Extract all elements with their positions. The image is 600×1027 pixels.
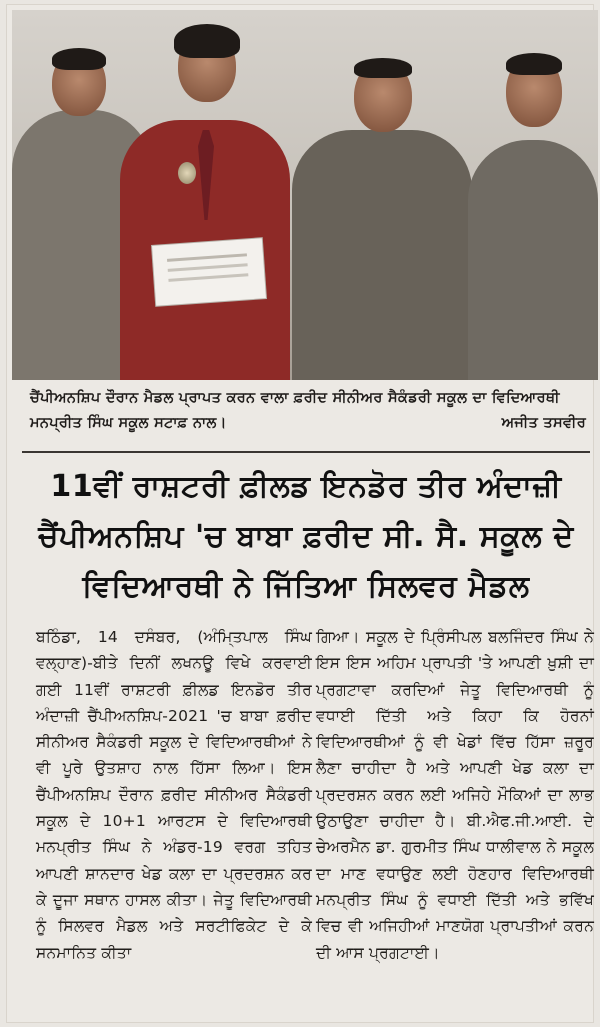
- silver-medal: [178, 162, 196, 184]
- article-paragraph: ਗਿਆ। ਸਕੂਲ ਦੇ ਪ੍ਰਿੰਸੀਪਲ ਬਲਜਿੰਦਰ ਸਿੰਘ ਨੇ ਇਸ ਇਸ ਅਹਿਮ ਪ੍ਰਾਪਤੀ 'ਤੇ ਆਪਣੀ ਖ਼ੁਸ਼ੀ ਦਾ ਪ੍ਰਗਟਾਵਾ ਕਰਦਿਆਂ ਜੇਤੂ ਵਿਦਿਆਰਥੀ ਨੂੰ ਵਧਾਈ ਦਿੱਤੀ ਅਤੇ ਕਿਹਾ ਕਿ ਹੋਰਨਾਂ ਵਿਦਿਆਰਥੀਆਂ ਨੂੰ ਵੀ ਖੇਡਾਂ ਵਿੱਚ ਹਿੱਸਾ ਜ਼ਰੂਰ ਲੈਣਾ ਚਾਹੀਦਾ ਹੈ ਅਤੇ ਆਪਣੀ ਖੇਡ ਕਲਾ ਦਾ ਪ੍ਰਦਰਸ਼ਨ ਕਰਨ ਲਈ ਅਜਿਹੇ ਮੌਕਿਆਂ ਦਾ ਲਾਭ ਉਠਾਉਣਾ ਚਾਹੀਦਾ ਹੈ। ਬੀ.ਐਫ.ਜੀ.ਆਈ. ਦੇ ਚੇਅਰਮੈਨ ਡਾ. ਗੁਰਮੀਤ ਸਿੰਘ ਧਾਲੀਵਾਲ ਨੇ ਸਕੂਲ ਦਾ ਮਾਣ ਵਧਾਉਣ ਲਈ ਹੋਣਹਾਰ ਵਿਦਿਆਰਥੀ ਮਨਪ੍ਰੀਤ ਸਿੰਘ ਨੂੰ ਵਧਾਈ ਦਿੱਤੀ ਅਤੇ ਭਵਿੱਖ ਵਿਚ ਵੀ ਅਜਿਹੀਆਂ ਮਾਣਯੋਗ ਪ੍ਰਾਪਤੀਆਂ ਕਰਨ ਦੀ ਆਸ ਪ੍ਰਗਟਾਈ।: [316, 628, 594, 962]
- article-column-left: [36, 624, 312, 966]
- certificate: [152, 238, 266, 306]
- headline: 11ਵੀਂ ਰਾਸ਼ਟਰੀ ਫ਼ੀਲਡ ਇਨਡੋਰ ਤੀਰ ਅੰਦਾਜ਼ੀ ਚੈਂਪੀਅਨਸ਼ਿਪ 'ਚ ਬਾਬਾ ਫ਼ਰੀਦ ਸੀ. ਸੈ. ਸਕੂਲ ਦੇ ਵਿਦਿਆਰਥੀ ਨੇ ਜਿੱਤਿਆ ਸਿਲਵਰ ਮੈਡਲ: [38, 469, 574, 604]
- photo-credit: ਅਜੀਤ ਤਸਵੀਰ: [501, 415, 586, 431]
- article-column-right: [316, 624, 594, 966]
- caption-text: ਚੈਂਪੀਅਨਸ਼ਿਪ ਦੌਰਾਨ ਮੈਡਲ ਪ੍ਰਾਪਤ ਕਰਨ ਵਾਲਾ ਫ਼ਰੀਦ ਸੀਨੀਅਰ ਸੈਕੰਡਰੀ ਸਕੂਲ ਦਾ ਵਿਦਿਆਰਥੀ ਮਨਪ੍ਰੀਤ ਸਿੰਘ ਸਕੂਲ ਸਟਾਫ਼ ਨਾਲ।: [30, 390, 560, 431]
- article-paragraph: ਬਠਿੰਡਾ, 14 ਦਸੰਬਰ, (ਅੰਮਿ੍ਤਪਾਲ ਸਿੰਘ ਵਲ੍ਹਾਣ)-ਬੀਤੇ ਦਿਨੀਂ ਲਖਨਊ ਵਿਖੇ ਕਰਵਾਈ ਗਈ 11ਵੀਂ ਰਾਸ਼ਟਰੀ ਫ਼ੀਲਡ ਇਨਡੋਰ ਤੀਰ ਅੰਦਾਜ਼ੀ ਚੈਂਪੀਅਨਸ਼ਿਪ-2021 'ਚ ਬਾਬਾ ਫ਼ਰੀਦ ਸੀਨੀਅਰ ਸੈਕੰਡਰੀ ਸਕੂਲ ਦੇ ਵਿਦਿਆਰਥੀਆਂ ਨੇ ਵੀ ਪੂਰੇ ਉਤਸ਼ਾਹ ਨਾਲ ਹਿੱਸਾ ਲਿਆ। ਇਸ ਚੈਂਪੀਅਨਸ਼ਿਪ ਦੌਰਾਨ ਫ਼ਰੀਦ ਸੀਨੀਅਰ ਸੈਕੰਡਰੀ ਸਕੂਲ ਦੇ 10+1 ਆਰਟਸ ਦੇ ਵਿਦਿਆਰਥੀ ਮਨਪ੍ਰੀਤ ਸਿੰਘ ਨੇ ਅੰਡਰ-19 ਵਰਗ ਤਹਿਤ ਆਪਣੀ ਸ਼ਾਨਦਾਰ ਖੇਡ ਕਲਾ ਦਾ ਪ੍ਰਦਰਸ਼ਨ ਕਰ ਕੇ ਦੂਜਾ ਸਥਾਨ ਹਾਸਲ ਕੀਤਾ। ਜੇਤੂ ਵਿਦਿਆਰਥੀ ਨੂੰ ਸਿਲਵਰ ਮੈਡਲ ਅਤੇ ਸਰਟੀਫਿਕੇਟ ਦੇ ਕੇ ਸਨਮਾਨਿਤ ਕੀਤਾ: [36, 628, 312, 962]
- person-student: [120, 20, 290, 380]
- news-photo: [12, 10, 598, 380]
- photo-caption: [30, 386, 586, 436]
- person-right: [468, 55, 598, 380]
- newspaper-clipping: [6, 4, 594, 1023]
- divider: [22, 451, 590, 453]
- person-middle: [292, 60, 472, 380]
